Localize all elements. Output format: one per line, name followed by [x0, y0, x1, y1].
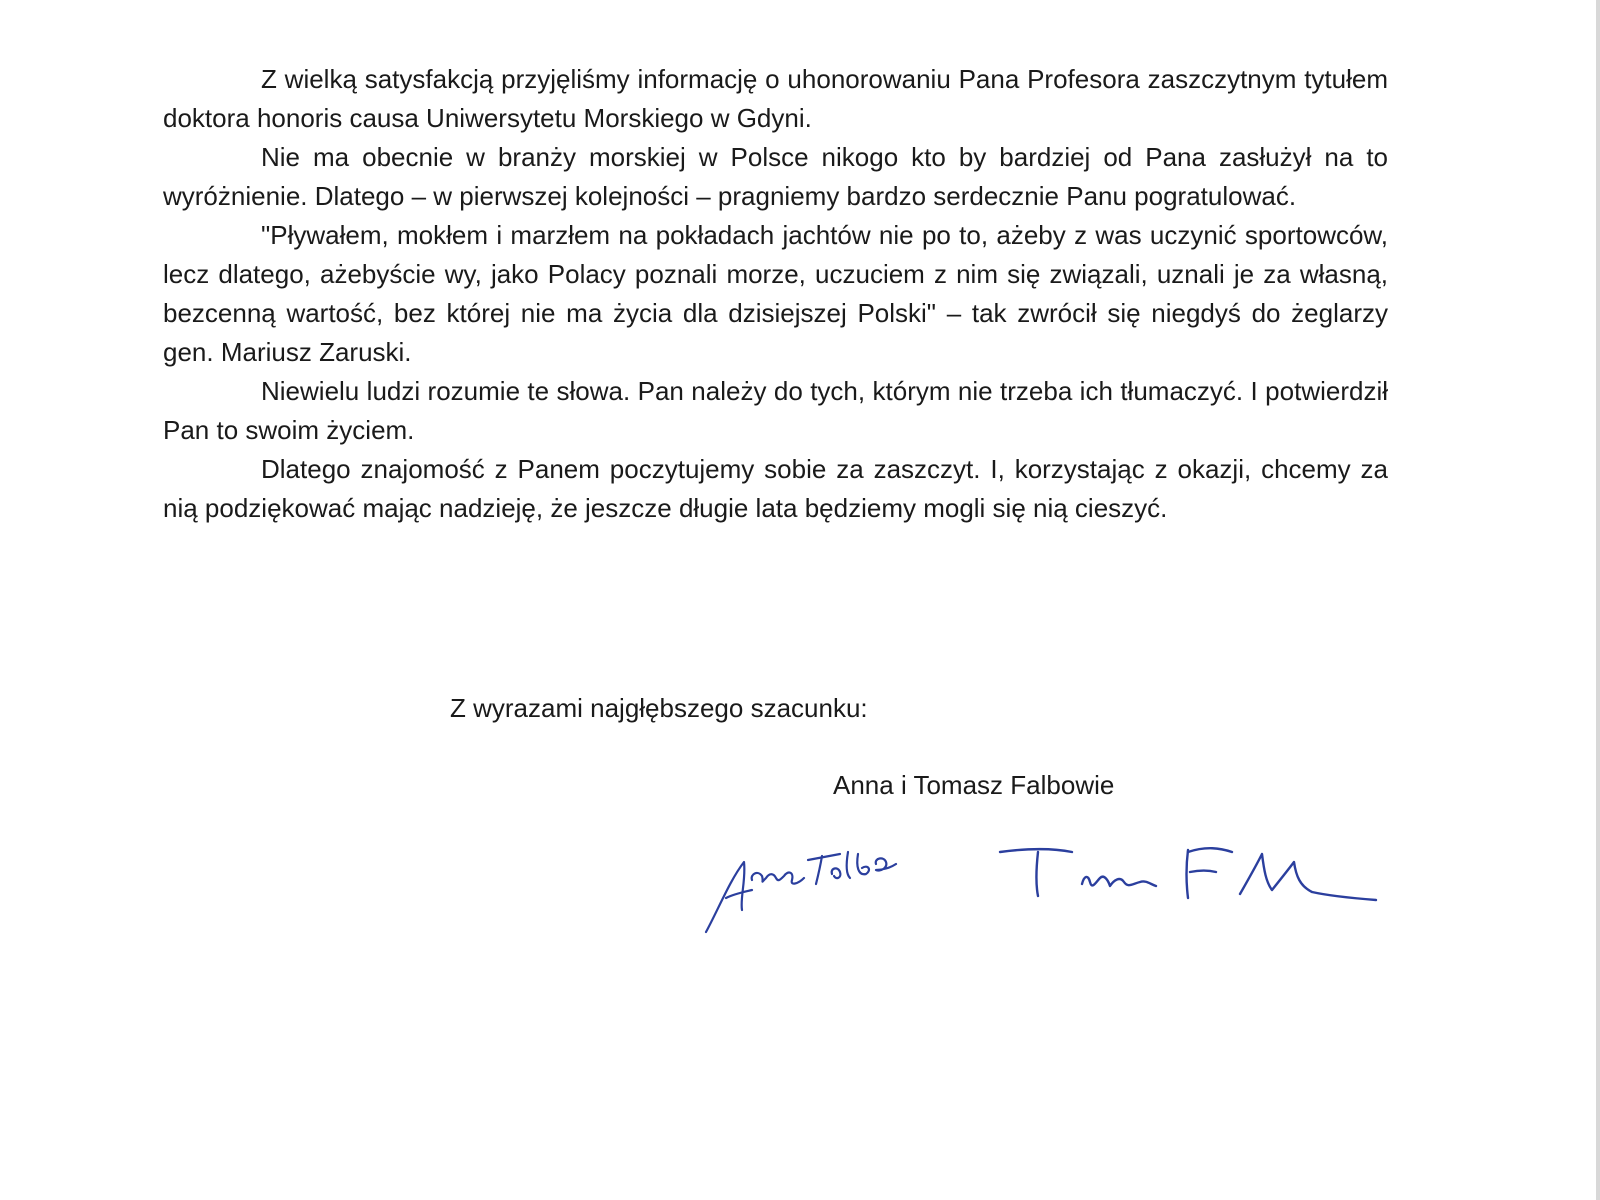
- paragraph-5: Dlatego znajomość z Panem poczytujemy sobie za zaszczyt. I, korzystając z okazji, chcemy za nią podziękować mając nadzieję, że jeszcze długie lata będziemy mogli się nią cieszyć.: [163, 454, 1388, 523]
- paragraph-2: Nie ma obecnie w branży morskiej w Polsce nikogo kto by bardziej od Pana zasłużył na to wyróżnienie. Dlatego – w pierwszej kolejności – pragniemy bardzo serdecznie Panu pogratulować.: [163, 142, 1388, 211]
- signatory-names: Anna i Tomasz Falbowie: [833, 770, 1115, 800]
- handwritten-signatures: [700, 840, 1420, 970]
- closing-salutation: Z wyrazami najgłębszego szacunku:: [450, 693, 868, 723]
- letter-body: [163, 60, 1388, 528]
- signature-anna-icon: [706, 852, 896, 932]
- paragraph-1: Z wielką satysfakcją przyjęliśmy informację o uhonorowaniu Pana Profesora zaszczytnym tytułem doktora honoris causa Uniwersytetu Morskiego w Gdyni.: [163, 64, 1388, 133]
- paragraph-4: Niewielu ludzi rozumie te słowa. Pan należy do tych, którym nie trzeba ich tłumaczyć. I potwierdził Pan to swoim życiem.: [163, 376, 1388, 445]
- paragraph-3-quote: "Pływałem, mokłem i marzłem na pokładach jachtów nie po to, ażeby z was uczynić sportowców, lecz dlatego, ażebyście wy, jako Polacy poznali morze, uczuciem z nim się związali, uznali je za własną, bezcenną wartość, bez której nie ma życia dla dzisiejszej Polski" – tak zwrócił się niegdyś do żeglarzy gen. Mariusz Zaruski.: [163, 220, 1388, 367]
- page-edge-divider: [1596, 0, 1600, 1200]
- signature-tomasz-icon: [1000, 848, 1376, 900]
